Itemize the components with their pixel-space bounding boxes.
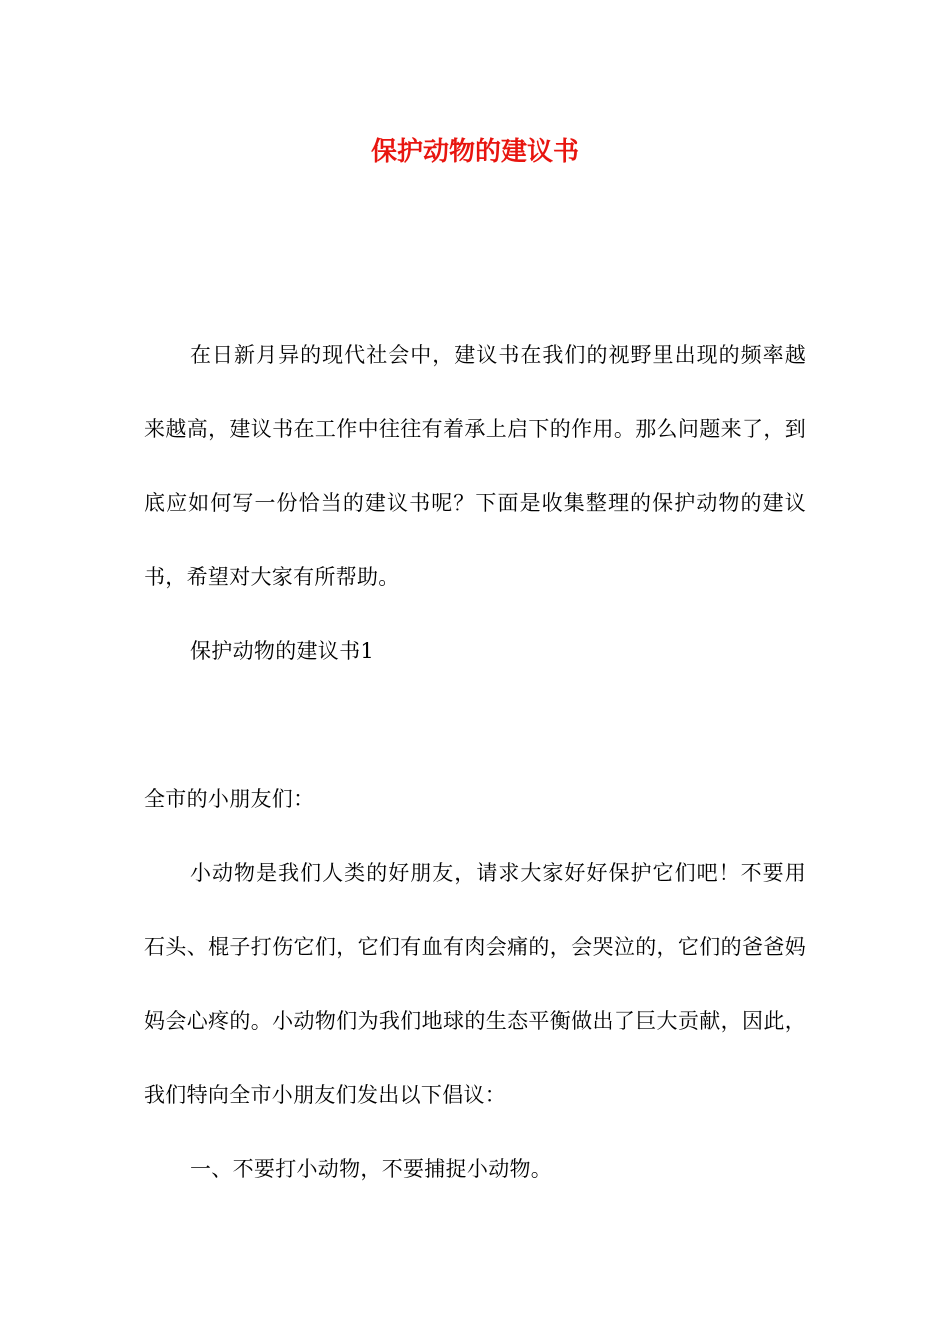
body-paragraph: 小动物是我们人类的好朋友，请求大家好好保护它们吧！不要用石头、棍子打伤它们，它们有血有肉会痛的，会哭泣的，它们的爸爸妈妈会心疼的。小动物们为我们地球的生态平衡做出了巨大贡献，因此，我们特向全市小朋友们发出以下倡议：: [144, 861, 806, 1107]
proposal-item-1: 一、不要打小动物，不要捕捉小动物。: [190, 1157, 553, 1181]
section-heading: 保护动物的建议书1: [190, 639, 375, 663]
document-title: 保护动物的建议书: [370, 137, 579, 167]
intro-paragraph: 在日新月异的现代社会中，建议书在我们的视野里出现的频率越来越高，建议书在工作中往往有着承上启下的作用。那么问题来了，到底应如何写一份恰当的建议书呢？下面是收集整理的保护动物的建议书，希望对大家有所帮助。: [144, 343, 806, 589]
salutation: 全市的小朋友们：: [144, 787, 315, 811]
document-body: [144, 318, 806, 1206]
